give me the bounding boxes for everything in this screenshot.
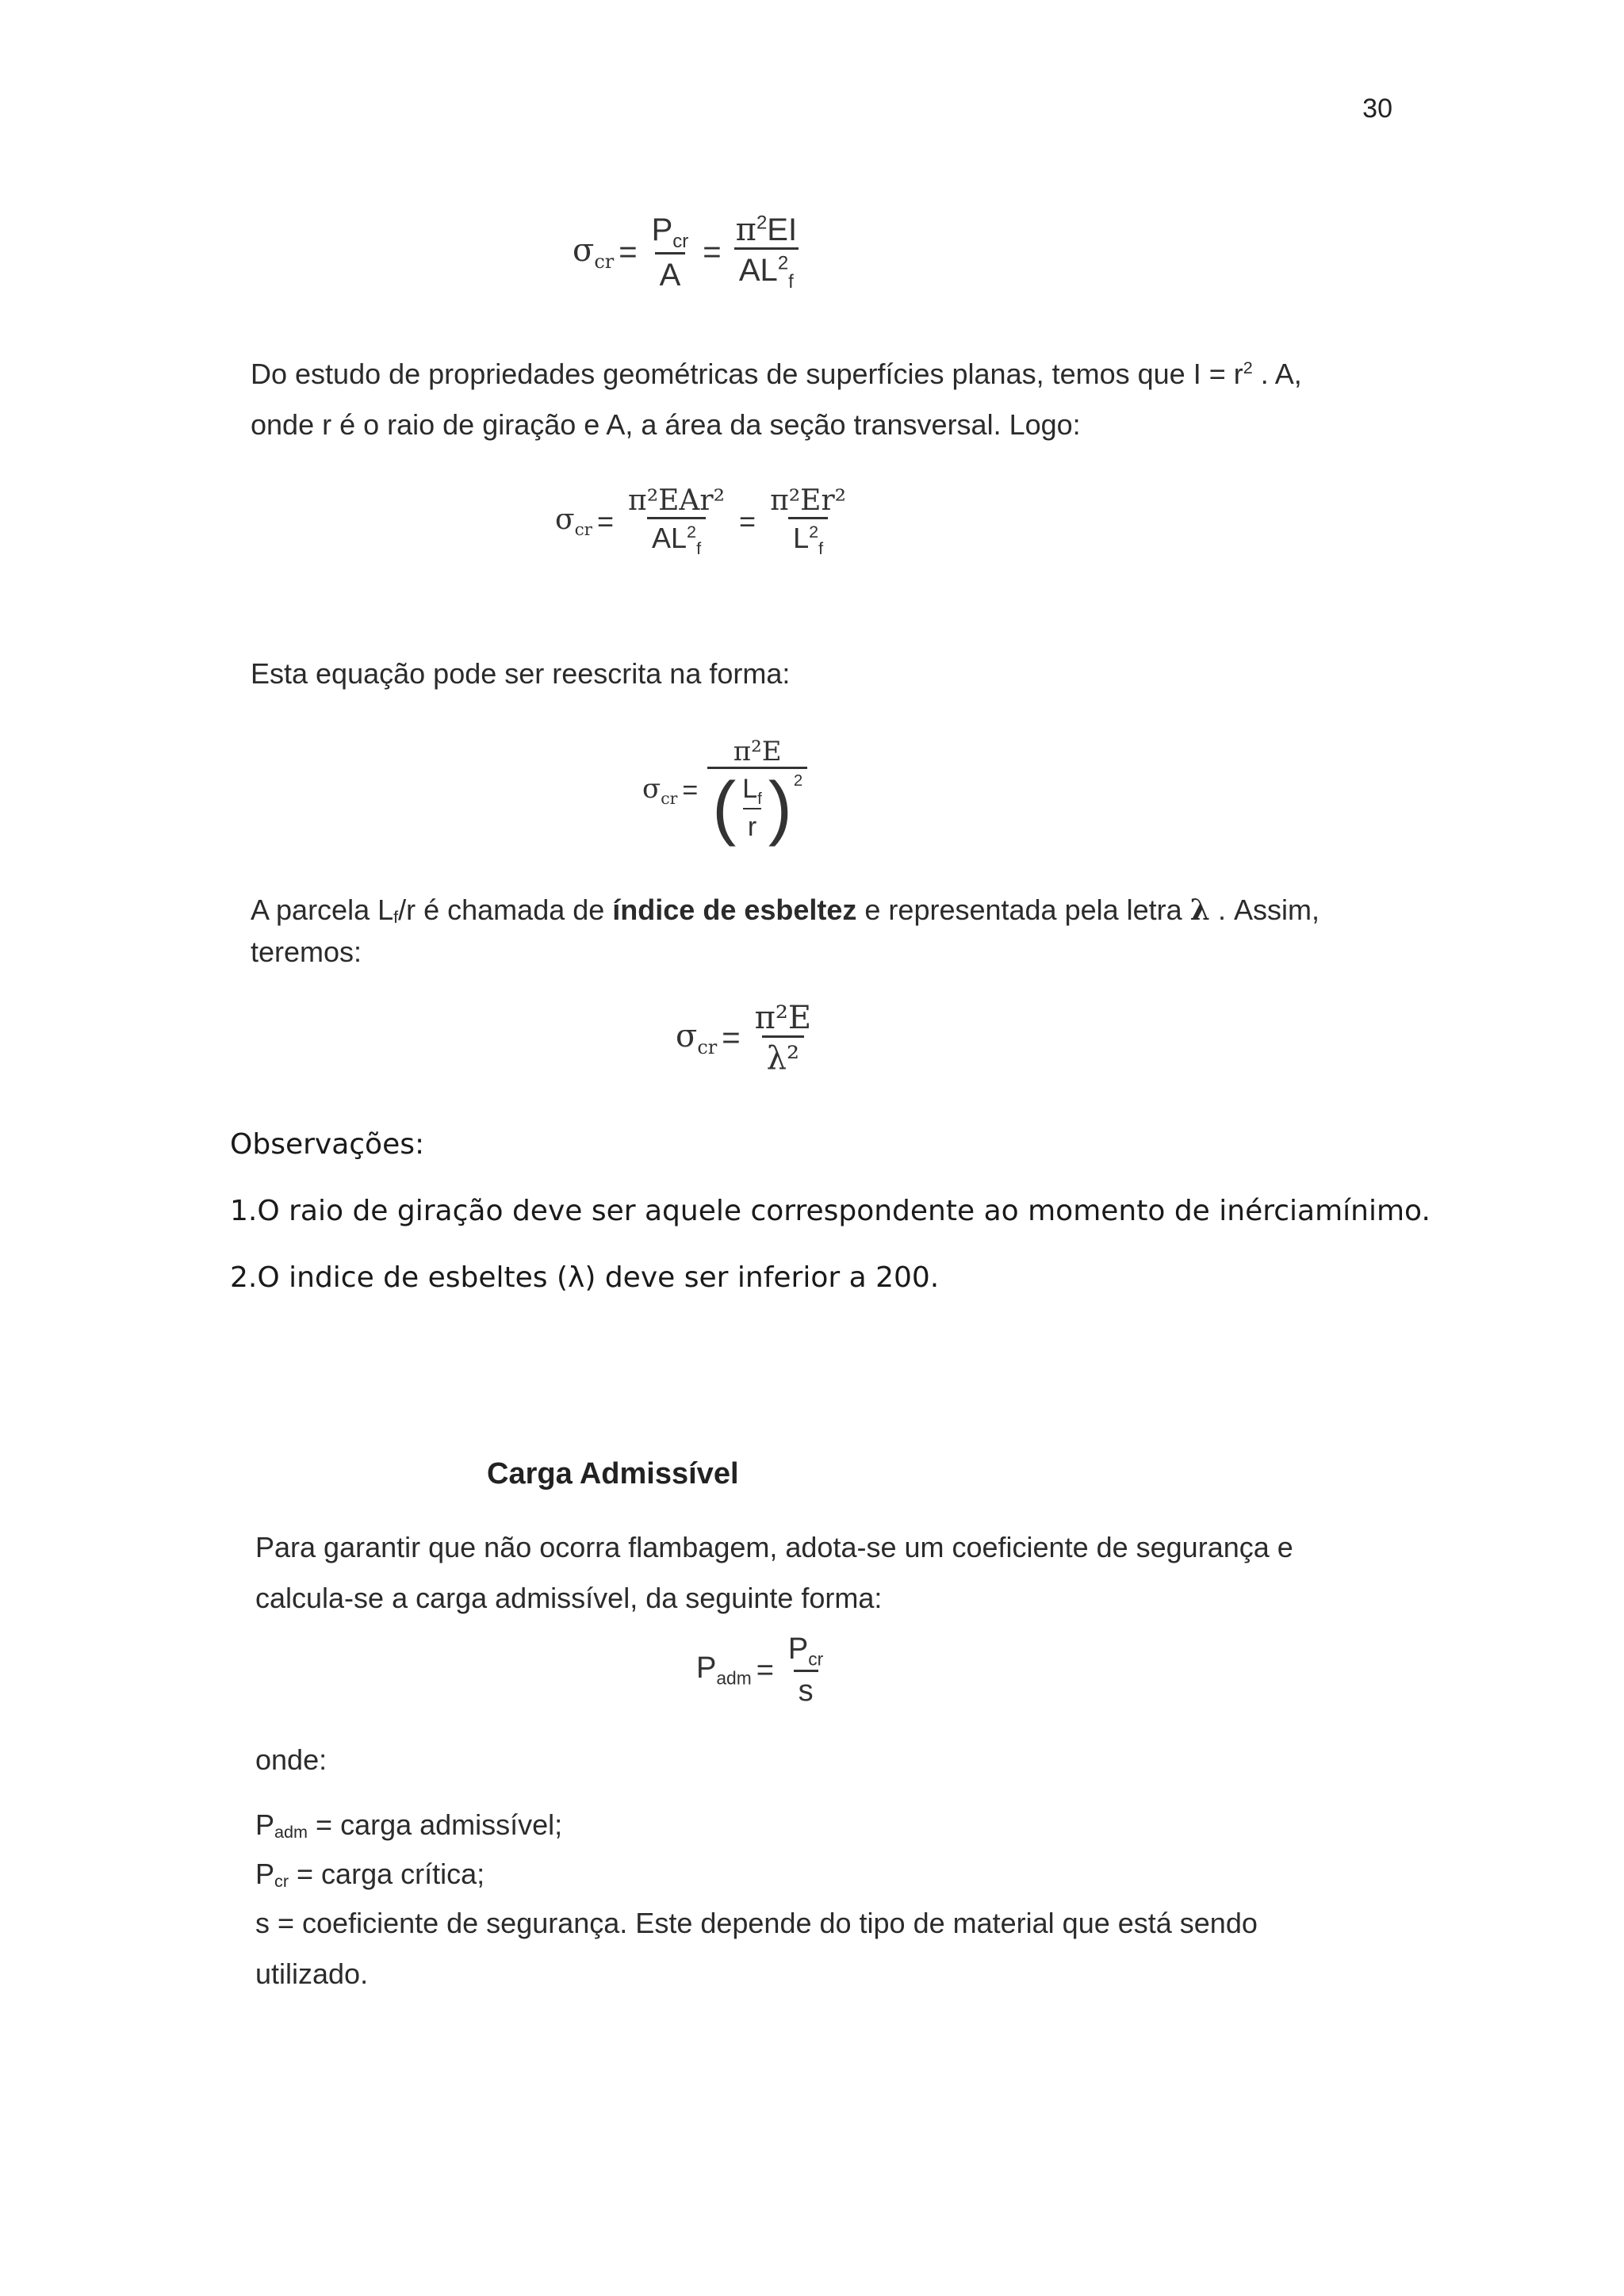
- eq2-fraction-2: $\frac{\text{π²Er²}}{L^2_f}$: [770, 484, 847, 558]
- eq2-fraction-1: $\frac{\text{π²EAr²}}{AL^2_f}$: [628, 484, 726, 558]
- paragraph-allowable-load: Para garantir que não ocorra flambagem, adota-se um coeficiente de segurança e calcula-se a carga admissível, da seguinte forma:: [255, 1531, 1293, 1614]
- eq1-fraction-2: $\frac{\pi^2EI}{AL^2_f}$: [735, 212, 798, 293]
- equation-critical-stress-2: $\sigma_{cr}$ = $\frac{\text{π²EAr²}}{AL^2_f}$ = $\frac{\text{π²Er²}}{L^2_f}$: [555, 485, 856, 558]
- observations-title: Observações:: [230, 1128, 425, 1161]
- section-heading: Carga Admissível: [487, 1457, 739, 1490]
- paragraph-slenderness-index: A parcela Lf/r é chamada de índice de esbeltez e representada pela letra λ . Assim, teremos:: [251, 894, 1320, 968]
- definitions-intro: onde:: [255, 1743, 327, 1776]
- eq5-fraction: $\frac{P_{cr}}{s}$: [787, 1632, 824, 1708]
- paragraph-rewrite: Esta equação pode ser reescrita na forma:: [251, 657, 791, 690]
- paragraph-geometric-properties: Do estudo de propriedades geométricas de superfícies planas, temos que $I = r^2$ . A, onde r é o raio de giração e A, a área da seção transversal. Logo:: [251, 358, 1302, 441]
- page-number: 30: [1362, 94, 1392, 124]
- equation-allowable-load: $P_{adm}$ = $\frac{P_{cr}}{s}$: [696, 1633, 833, 1708]
- equation-critical-stress-lambda: $\sigma_{cr}$ = $\frac{\text{π²E}}{\text{λ²}}$: [676, 1001, 821, 1076]
- eq4-fraction: $\frac{\text{π²E}}{\text{λ²}}$: [754, 1000, 812, 1077]
- observation-item-2: 2.O indice de esbeltes (λ) deve ser inferior a 200.: [230, 1261, 940, 1294]
- observation-item-1: 1.O raio de giração deve ser aquele correspondente ao momento de inérciamínimo.: [230, 1195, 1431, 1227]
- definition-padm: Padm = carga admissível;: [255, 1808, 563, 1842]
- eq1-lhs: $\sigma_{cr}$: [573, 232, 615, 274]
- eq1-fraction-1: $\frac{P_{cr}}{A}$: [651, 212, 689, 293]
- equation-critical-stress-3: $\sigma_{cr}$ = π²E ( $\frac{L_f}{r}$ ) $^2$: [642, 737, 812, 844]
- equation-critical-stress-1: $\sigma_{cr}$ = $\frac{P_{cr}}{A}$ = $\frac{\pi^2EI}{AL^2_f}$: [573, 212, 806, 293]
- definition-s: s = coeficiente de segurança. Este depende do tipo de material que está sendo utilizado.: [255, 1907, 1258, 1990]
- eq3-fraction: π²E ( $\frac{L_f}{r}$ ) $^2$: [707, 737, 807, 844]
- definition-pcr: Pcr = carga crítica;: [255, 1858, 485, 1891]
